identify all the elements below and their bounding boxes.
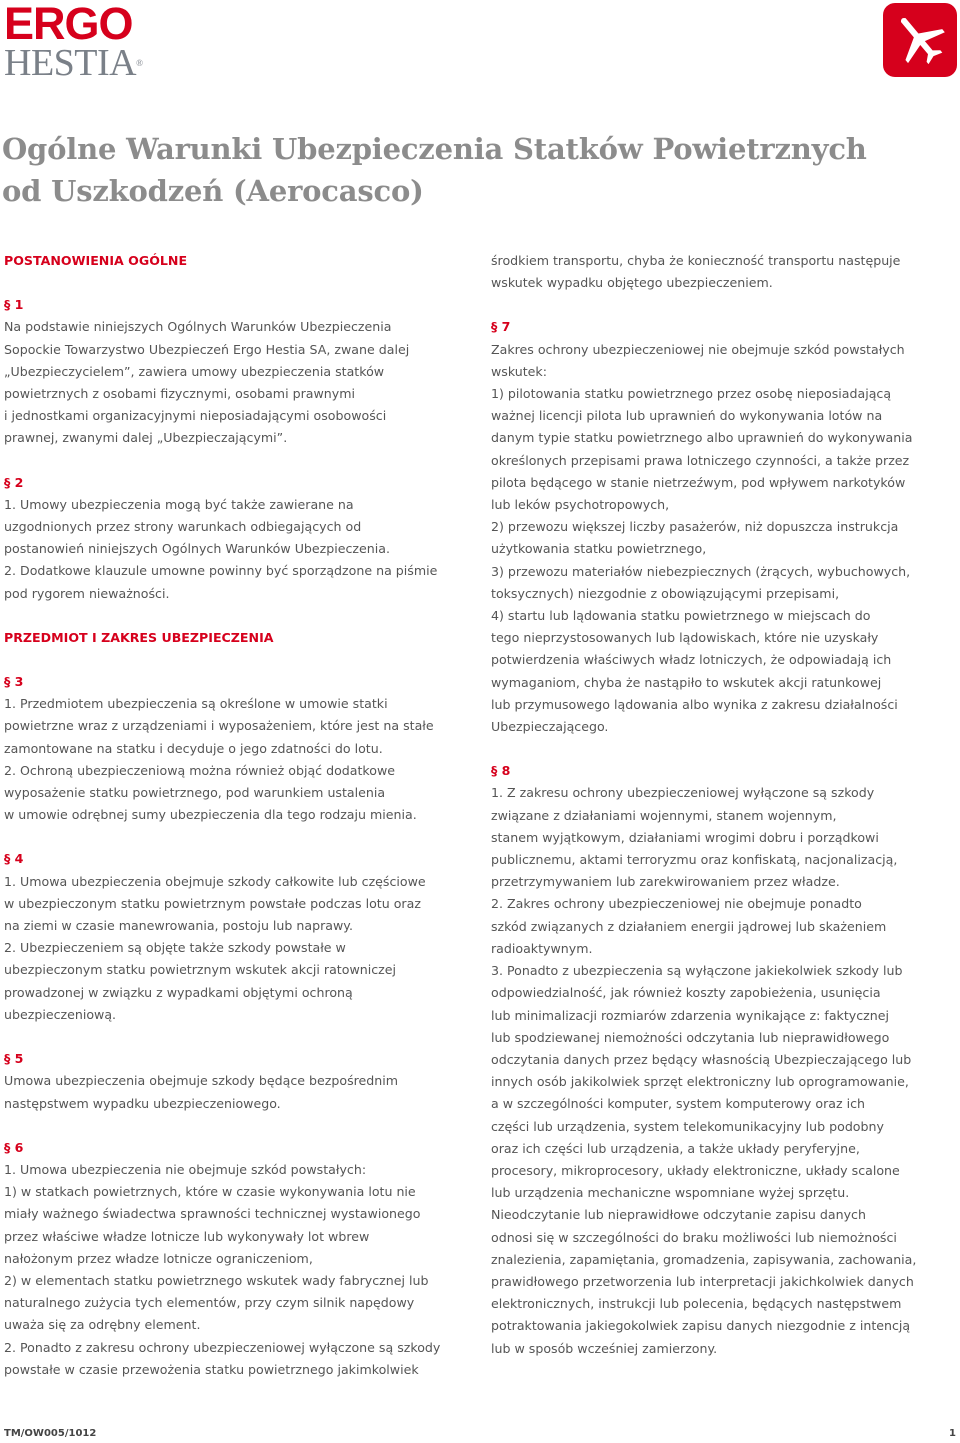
- text-line: 1. Z zakresu ochrony ubezpieczeniowej wyłączone są szkody: [491, 785, 875, 801]
- text-line: znalezienia, zapamiętania, gromadzenia, zapisywania, zachowania,: [491, 1251, 917, 1267]
- text-line: ubezpieczonym statku powietrznym wskutek akcji ratowniczej: [4, 962, 397, 978]
- section-heading-scope: PRZEDMIOT I ZAKRES UBEZPIECZENIA: [4, 629, 274, 645]
- text-line: „Ubezpieczycielem”, zawiera umowy ubezpieczenia statków: [4, 363, 385, 379]
- text-line: 3. Ponadto z ubezpieczenia są wyłączone jakiekolwiek szkody lub: [491, 963, 903, 979]
- paragraph-number: § 6: [4, 1139, 24, 1155]
- text-line: Umowa ubezpieczenia obejmuje szkody będące bezpośrednim: [4, 1073, 399, 1089]
- text-line: 2. Zakres ochrony ubezpieczeniowej nie obejmuje ponadto: [491, 896, 862, 912]
- text-line: powstałe w czasie przewożenia statku powietrznego jakimkolwiek: [4, 1361, 419, 1377]
- text-line: w ubezpieczonym statku powietrznym powstałe podczas lotu oraz: [4, 895, 421, 911]
- text-line: ubezpieczeniową.: [4, 1006, 117, 1022]
- paragraph-number: § 3: [4, 674, 24, 690]
- text-line: uzgodnionych przez strony warunkach odbiegających od: [4, 519, 362, 535]
- text-line: procesory, mikroprocesory, układy elektroniczne, układy scalone: [491, 1162, 900, 1178]
- text-line: części lub urządzenia, system telekomunikacyjny lub podobny: [491, 1118, 884, 1134]
- text-line: 1) pilotowania statku powietrznego przez osobę nieposiadającą: [491, 386, 892, 402]
- paragraph-6: [4, 1159, 474, 1381]
- text-line: lub spodziewanej niemożności odczytania lub nieprawidłowego: [491, 1029, 890, 1045]
- text-line: radioaktywnym.: [491, 940, 593, 956]
- text-line: 1. Umowa ubezpieczenia nie obejmuje szkód powstałych:: [4, 1161, 367, 1177]
- text-line: oraz ich części lub urządzenia, a także układy peryferyjne,: [491, 1140, 860, 1156]
- text-line: a w szczególności komputer, system komputerowy oraz ich: [491, 1096, 866, 1112]
- left-column: [4, 250, 474, 1381]
- text-line: odnosi się w szczególności do braku możliwości lub niemożności: [491, 1229, 897, 1245]
- text-line: szkód związanych z działaniem energii jądrowej lub skażeniem: [491, 918, 887, 934]
- text-line: miały ważnego świadectwa sprawności technicznej wystawionego: [4, 1206, 421, 1222]
- text-line: odpowiedzialność, jak również koszty zapobieżenia, usunięcia: [491, 985, 881, 1001]
- text-line: i jednostkami organizacyjnymi nieposiadającymi osobowości: [4, 408, 387, 424]
- text-line: zamontowane na statku i decyduje o jego zdatności do lotu.: [4, 740, 383, 756]
- text-line: 2. Ochroną ubezpieczeniową można również objąć dodatkowe: [4, 762, 396, 778]
- text-line: potwierdzenia właściwych władz lotniczych, że odpowiadają ich: [491, 652, 892, 668]
- text-line: lub przymusowego lądowania albo wynika z zakresu działalności: [491, 696, 898, 712]
- text-line: środkiem transportu, chyba że konieczność transportu następuje: [491, 253, 901, 268]
- text-line: 1) w statkach powietrznych, które w czasie wykonywania lotu nie: [4, 1184, 416, 1200]
- text-line: innych osób jakikolwiek sprzęt elektroniczny lub oprogramowanie,: [491, 1074, 909, 1090]
- logo-hestia-text: HESTIA: [4, 42, 137, 84]
- paragraph-8: [491, 782, 953, 1359]
- logo-hestia-wordmark: [4, 44, 144, 82]
- logo-ergo-text: ERGO: [4, 0, 133, 49]
- paragraph-1: [4, 316, 474, 449]
- right-column: [491, 250, 953, 1360]
- text-line: stanem wyjątkowym, działaniami wrogimi dobru i porządkowi: [491, 829, 879, 845]
- text-line: elektronicznych, instrukcji lub polecenia, będących następstwem: [491, 1296, 902, 1312]
- paragraph-5: [4, 1070, 474, 1114]
- text-line: powietrzne wraz z urządzeniami i wyposażeniem, które jest na stałe: [4, 718, 434, 734]
- text-line: naturalnego zużycia tych elementów, przy czym silnik napędowy: [4, 1295, 415, 1311]
- paragraph-number: § 7: [491, 319, 511, 335]
- text-line: prowadzonej w związku z wypadkami objętymi ochroną: [4, 984, 353, 1000]
- ergo-hestia-logo: [4, 0, 144, 84]
- text-line: 1. Umowy ubezpieczenia mogą być także zawierane na: [4, 496, 354, 512]
- text-line: na ziemi w czasie manewrowania, postoju lub naprawy.: [4, 918, 353, 934]
- text-line: tego nieprzystosowanych lub lądowiskach, które nie uzyskały: [491, 630, 879, 646]
- text-line: pilota będącego w stanie nietrzeźwym, pod wpływem narkotyków: [491, 474, 906, 490]
- airplane-badge: [883, 3, 957, 77]
- text-line: Zakres ochrony ubezpieczeniowej nie obejmuje szkód powstałych: [491, 341, 905, 357]
- text-line: związane z działaniami wojennymi, stanem wojennym,: [491, 807, 837, 823]
- text-line: powietrznych z osobami fizycznymi, osobami prawnymi: [4, 386, 355, 402]
- text-line: ważnej licencji pilota lub uprawnień do wykonywania lotów na: [491, 408, 883, 424]
- title-line: Ogólne Warunki Ubezpieczenia Statków Powietrznych: [2, 132, 867, 166]
- section-heading-general: POSTANOWIENIA OGÓLNE: [4, 253, 188, 268]
- title-line: od Uszkodzeń (Aerocasco): [2, 174, 424, 208]
- text-line: odczytania danych przez będący własnością Ubezpieczającego lub: [491, 1051, 912, 1067]
- paragraph-7: [491, 339, 953, 739]
- text-line: w umowie odrębnej sumy ubezpieczenia dla tego rodzaju mienia.: [4, 807, 417, 823]
- paragraph-4: [4, 871, 474, 1026]
- text-line: lub w sposób wcześniej zamierzony.: [491, 1340, 718, 1356]
- paragraph-number: § 5: [4, 1051, 24, 1067]
- airplane-icon: [883, 3, 957, 77]
- paragraph-number: § 4: [4, 851, 24, 867]
- paragraph-number: § 2: [4, 474, 24, 490]
- text-line: 1. Umowa ubezpieczenia obejmuje szkody całkowite lub częściowe: [4, 873, 426, 889]
- text-line: użytkowania statku powietrznego,: [491, 541, 707, 557]
- document-code: TM/OW005/1012: [4, 1428, 97, 1439]
- text-line: 2) przewozu większej liczby pasażerów, niż dopuszcza instrukcja: [491, 519, 899, 535]
- text-line: wskutek wypadku objętego ubezpieczeniem.: [491, 275, 773, 291]
- text-line: lub minimalizacji rozmiarów zdarzenia wynikające z: faktycznej: [491, 1007, 890, 1023]
- text-line: 2. Ubezpieczeniem są objęte także szkody powstałe w: [4, 940, 346, 956]
- text-line: pod rygorem nieważności.: [4, 585, 170, 601]
- text-line: 1. Przedmiotem ubezpieczenia są określone w umowie statki: [4, 696, 388, 712]
- paragraph-number: § 8: [491, 763, 511, 779]
- paragraph-2: [4, 494, 474, 605]
- text-line: postanowień niniejszych Ogólnych Warunków Ubezpieczenia.: [4, 541, 390, 557]
- paragraph-6-continuation: [491, 250, 953, 294]
- text-line: nałożonym przez władze lotnicze ograniczeniom,: [4, 1250, 313, 1266]
- text-line: przez właściwe władze lotnicze lub wykonywały lot wbrew: [4, 1228, 370, 1244]
- registered-mark: ®: [136, 58, 143, 68]
- text-line: prawnej, zwanymi dalej „Ubezpieczającymi”.: [4, 430, 288, 446]
- text-line: publicznemu, aktami terroryzmu oraz konfiskatą, nacjonalizacją,: [491, 852, 898, 868]
- text-line: lub urządzenia mechaniczne wspomniane wyżej sprzętu.: [491, 1185, 850, 1201]
- paragraph-3: [4, 693, 474, 826]
- text-line: wymaganiom, chyba że nastąpiło to wskutek akcji ratunkowej: [491, 674, 882, 690]
- text-line: 2) w elementach statku powietrznego wskutek wady fabrycznej lub: [4, 1272, 429, 1288]
- text-line: Na podstawie niniejszych Ogólnych Warunków Ubezpieczenia: [4, 319, 392, 335]
- text-line: następstwem wypadku ubezpieczeniowego.: [4, 1095, 281, 1111]
- text-line: prawidłowego przetworzenia lub interpretacji jakichkolwiek danych: [491, 1273, 914, 1289]
- text-line: danym typie statku powietrznego albo uprawnień do wykonywania: [491, 430, 913, 446]
- text-line: 4) startu lub lądowania statku powietrznego w miejscach do: [491, 608, 871, 624]
- page-number: 1: [949, 1428, 956, 1439]
- text-line: lub leków psychotropowych,: [491, 497, 670, 513]
- text-line: toksycznych) niezgodnie z obowiązującymi przepisami,: [491, 585, 840, 601]
- text-line: uważa się za odrębny element.: [4, 1317, 201, 1333]
- text-line: określonych przepisami prawa lotniczego czynności, a także przez: [491, 452, 910, 468]
- text-line: Ubezpieczającego.: [491, 719, 609, 735]
- text-line: wskutek:: [491, 363, 547, 379]
- text-line: 3) przewozu materiałów niebezpiecznych (żrących, wybuchowych,: [491, 563, 911, 579]
- paragraph-number: § 1: [4, 297, 24, 313]
- text-line: wyposażenie statku powietrznego, pod warunkiem ustalenia: [4, 785, 386, 801]
- text-line: Nieodczytanie lub nieprawidłowe odczytanie zapisu danych: [491, 1207, 866, 1223]
- text-line: przetrzymywaniem lub zarekwirowaniem przez władze.: [491, 874, 840, 890]
- text-line: 2. Dodatkowe klauzule umowne powinny być sporządzone na piśmie: [4, 563, 438, 579]
- document-title: [2, 128, 952, 212]
- text-line: Sopockie Towarzystwo Ubezpieczeń Ergo Hestia SA, zwane dalej: [4, 341, 410, 357]
- text-line: potraktowania jakiegokolwiek zapisu danych niezgodnie z intencją: [491, 1318, 911, 1334]
- text-line: 2. Ponadto z zakresu ochrony ubezpieczeniowej wyłączone są szkody: [4, 1339, 441, 1355]
